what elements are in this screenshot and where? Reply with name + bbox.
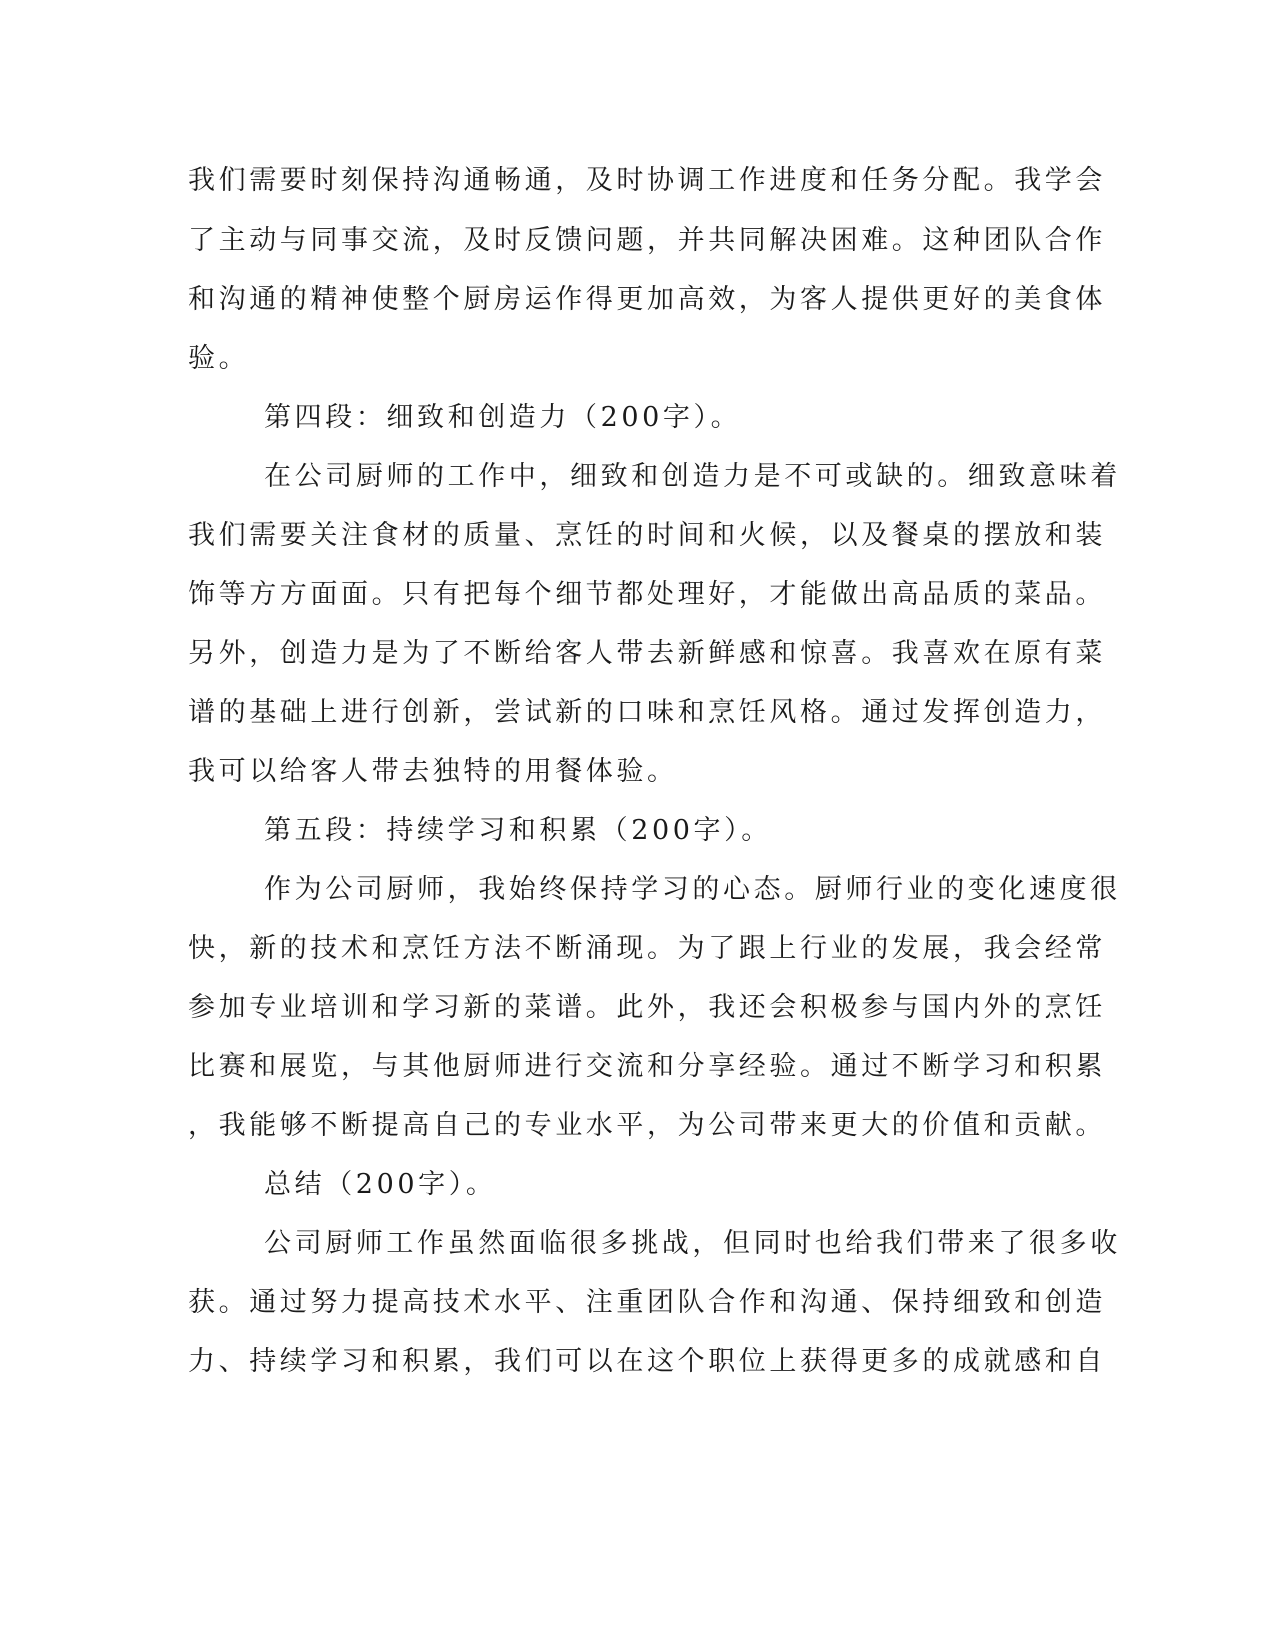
- body-text-line: 了主动与同事交流，及时反馈问题，并共同解决困难。这种团队合作: [188, 225, 1106, 256]
- body-text-line: 获。通过努力提高技术水平、注重团队合作和沟通、保持细致和创造: [188, 1287, 1106, 1318]
- body-text-line: 谱的基础上进行创新，尝试新的口味和烹饪风格。通过发挥创造力，: [188, 697, 1106, 728]
- section-heading-summary: 总结（200字）。: [264, 1169, 497, 1200]
- body-text-line: 力、持续学习和积累，我们可以在这个职位上获得更多的成就感和自: [188, 1346, 1106, 1377]
- body-text-line: 我可以给客人带去独特的用餐体验。: [188, 756, 678, 787]
- section-heading-5: 第五段：持续学习和积累（200字）。: [264, 815, 772, 846]
- body-text-line: 和沟通的精神使整个厨房运作得更加高效，为客人提供更好的美食体: [188, 284, 1106, 315]
- body-text-line: 参加专业培训和学习新的菜谱。此外，我还会积极参与国内外的烹饪: [188, 992, 1106, 1023]
- body-text-line: 比赛和展览，与其他厨师进行交流和分享经验。通过不断学习和积累: [188, 1051, 1106, 1082]
- body-text-line: 我们需要时刻保持沟通畅通，及时协调工作进度和任务分配。我学会: [188, 165, 1106, 196]
- body-text-line: 在公司厨师的工作中，细致和创造力是不可或缺的。细致意味着: [264, 461, 1121, 492]
- body-text-line: 作为公司厨师，我始终保持学习的心态。厨师行业的变化速度很: [264, 874, 1121, 905]
- section-heading-4: 第四段：细致和创造力（200字）。: [264, 402, 742, 433]
- body-text-line: 饰等方方面面。只有把每个细节都处理好，才能做出高品质的菜品。: [188, 579, 1106, 610]
- body-text-line: 快，新的技术和烹饪方法不断涌现。为了跟上行业的发展，我会经常: [188, 933, 1106, 964]
- body-text-line: ，我能够不断提高自己的专业水平，为公司带来更大的价值和贡献。: [188, 1110, 1106, 1141]
- body-text-line: 公司厨师工作虽然面临很多挑战，但同时也给我们带来了很多收: [264, 1228, 1121, 1259]
- body-text-line: 另外，创造力是为了不断给客人带去新鲜感和惊喜。我喜欢在原有菜: [188, 638, 1106, 669]
- body-text-line: 我们需要关注食材的质量、烹饪的时间和火候，以及餐桌的摆放和装: [188, 520, 1106, 551]
- body-text-line: 验。: [188, 343, 250, 374]
